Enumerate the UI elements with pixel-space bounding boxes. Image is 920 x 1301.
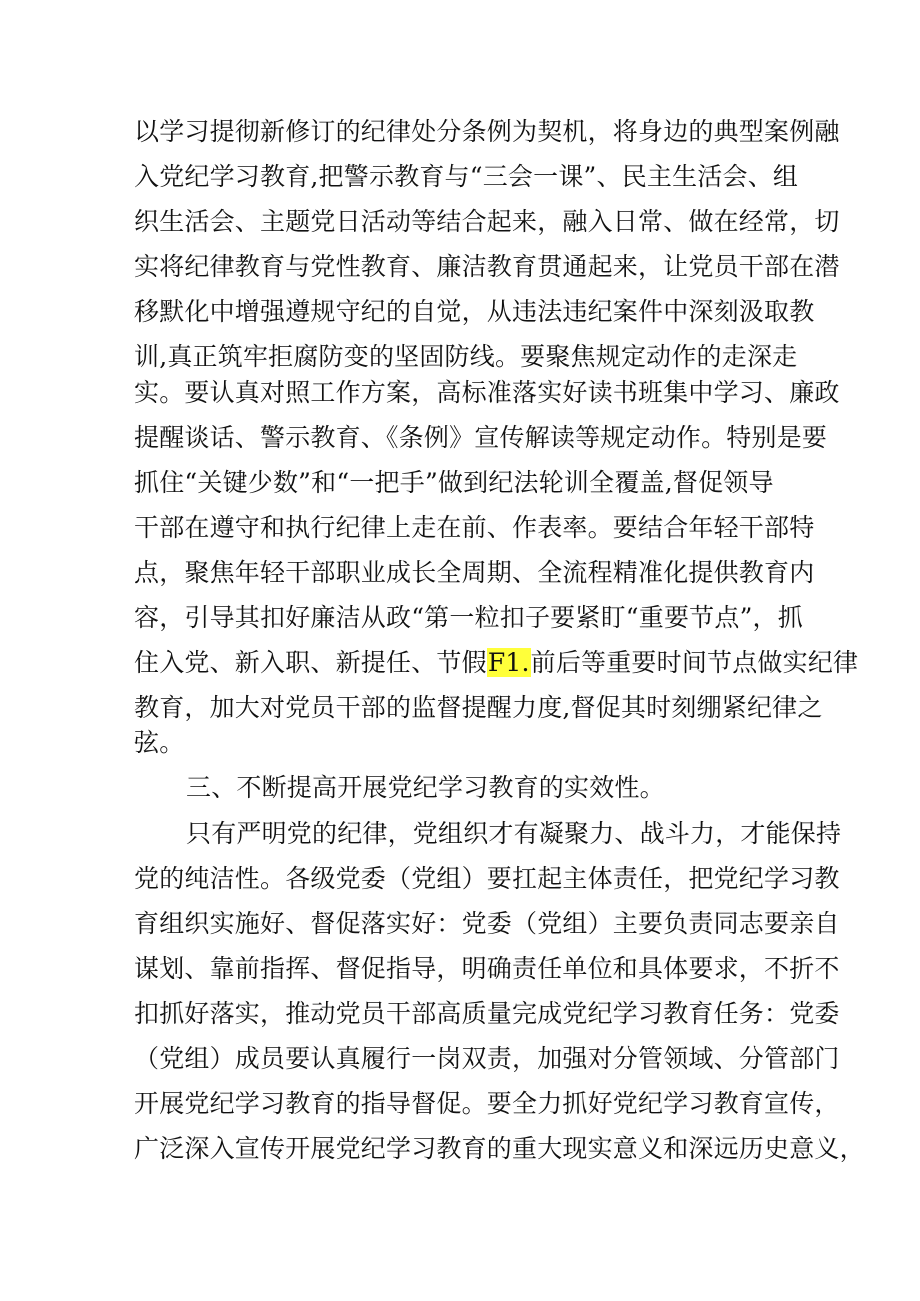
paragraph-line: 容，引导其扣好廉洁从政“第一粒扣子要紧盯“重要节点”，抓 <box>134 603 803 632</box>
paragraph-line: 实。要认真对照工作方案，高标准落实好读书班集中学习、廉政 <box>134 378 840 407</box>
section-heading: 三、不断提高开展党纪学习教育的实效性。 <box>186 773 665 802</box>
paragraph-line: 扣抓好落实，推动党员干部高质量完成党纪学习教育任务：党委 <box>134 999 840 1028</box>
paragraph-line: 谋划、靠前指挥、督促指导，明确责任单位和具体要求，不折不 <box>134 954 840 983</box>
paragraph-line: 点，聚焦年轻干部职业成长全周期、全流程精准化提供教育内 <box>134 558 815 587</box>
line-text-after: 前后等重要时间节点做实纪律 <box>530 648 859 677</box>
paragraph-line: 实将纪律教育与党性教育、廉洁教育贯通起来，让党员干部在潜 <box>134 252 840 281</box>
paragraph-line: 只有严明党的纪律，党组织才有凝聚力、战斗力，才能保持 <box>186 819 842 848</box>
paragraph-line: 入党纪学习教育,把警示教育与“三会一课”、民主生活会、组 <box>134 162 799 191</box>
paragraph-line: 移默化中增强遵规守纪的自觉，从违法违纪案件中深刻汲取教 <box>134 297 815 326</box>
paragraph-line: 干部在遵守和执行纪律上走在前、作表率。要结合年轻干部特 <box>134 513 815 542</box>
paragraph-line: 教育，加大对党员干部的监督提醒力度,督促其时刻绷紧纪律之 <box>134 693 823 722</box>
line-text-before: 住入党、新入职、新提任、节假 <box>134 648 487 677</box>
paragraph-line-with-highlight <box>134 648 858 678</box>
highlighted-marker: F1. <box>487 648 530 677</box>
paragraph-line: 党的纯洁性。各级党委（党组）要扛起主体责任，把党纪学习教 <box>134 864 840 893</box>
paragraph-line: （党组）成员要认真履行一岗双责，加强对分管领域、分管部门 <box>134 1044 840 1073</box>
paragraph-line: 织生活会、主题党日活动等结合起来，融入日常、做在经常，切 <box>134 207 840 236</box>
paragraph-line: 广泛深入宣传开展党纪学习教育的重大现实意义和深远历史意义， <box>134 1134 865 1163</box>
paragraph-line: 弦。 <box>134 728 185 757</box>
paragraph-line: 育组织实施好、督促落实好：党委（党组）主要负责同志要亲自 <box>134 909 840 938</box>
paragraph-line: 提醒谈话、警示教育、《条例》宣传解读等规定动作。特别是要 <box>134 423 828 452</box>
paragraph-line: 训,真正筑牢拒腐防变的坚固防线。要聚焦规定动作的走深走 <box>134 342 798 371</box>
paragraph-line: 以学习提彻新修订的纪律处分条例为契机，将身边的典型案例融 <box>134 117 840 146</box>
paragraph-line: 开展党纪学习教育的指导督促。要全力抓好党纪学习教育宣传， <box>134 1089 840 1118</box>
paragraph-line: 抓住“关键少数”和“一把手”做到纪法轮训全覆盖,督促领导 <box>134 468 774 497</box>
